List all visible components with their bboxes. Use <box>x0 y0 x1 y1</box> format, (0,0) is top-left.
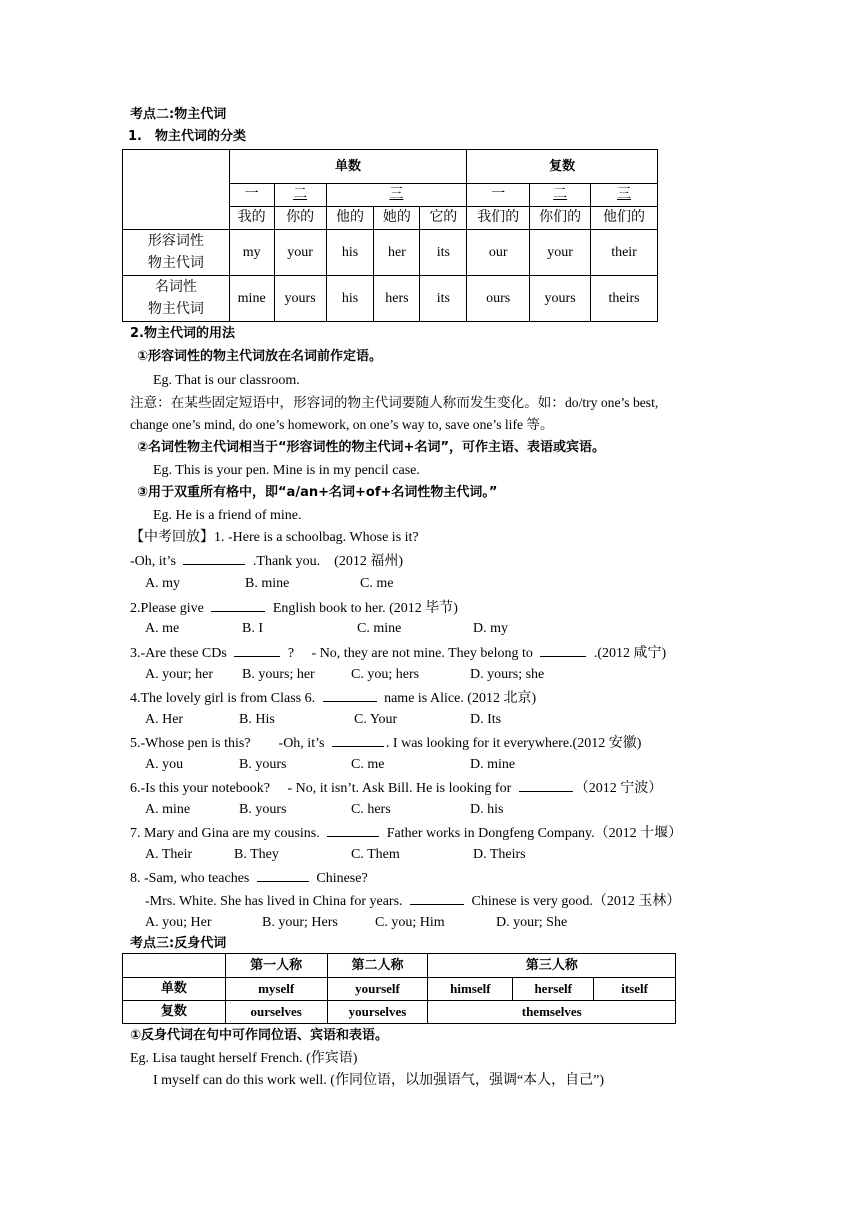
answer-blank[interactable] <box>211 597 265 612</box>
rule-text: ①反身代词在句中可作同位语、宾语和表语。 <box>130 1028 389 1043</box>
table-cell: myself <box>225 978 327 1001</box>
option: C. Them <box>351 847 400 862</box>
option: C. Your <box>354 712 398 727</box>
option: D. Theirs <box>473 847 526 862</box>
person-cell: 二 <box>274 184 326 207</box>
example-text: Eg. That is our classroom. <box>153 373 300 388</box>
table-cell: yourselves <box>327 1001 428 1024</box>
option: C. mine <box>357 621 402 636</box>
answer-blank[interactable] <box>540 642 586 657</box>
option: A. you; Her <box>145 915 212 930</box>
option: C. me <box>351 757 385 772</box>
table-cell: his <box>326 276 374 322</box>
table-cell: your <box>530 230 591 276</box>
table-cell: hers <box>374 276 420 322</box>
option: B. yours <box>239 802 287 817</box>
person-cell: 二 <box>530 184 591 207</box>
question-7: 7. Mary and Gina are my cousins. Father works in Dongfeng Company.（2012 十堰） <box>130 822 682 844</box>
table-cell: her <box>374 230 420 276</box>
note-text: 注意：在某些固定短语中，形容词的物主代词要随人称而发生变化。如：do/try one’s best, <box>130 395 659 410</box>
answer-blank[interactable] <box>234 642 280 657</box>
table-cell: theirs <box>591 276 658 322</box>
question-8-line2: -Mrs. White. She has lived in China for years. Chinese is very good.（2012 玉林） <box>145 890 680 912</box>
option: B. His <box>239 712 275 727</box>
question-2: 2.Please give English book to her. (2012 毕节) <box>130 597 458 619</box>
row-label: 名词性 物主代词 <box>123 276 230 322</box>
example-text: I myself can do this work well. (作同位语，以加强语气，强调“本人，自己”) <box>153 1073 605 1088</box>
table-cell: its <box>420 276 467 322</box>
table-cell: himself <box>428 978 513 1001</box>
option: A. Her <box>145 712 184 727</box>
option: D. mine <box>470 757 516 772</box>
example-text: Eg. Lisa taught herself French. (作宾语) <box>130 1051 358 1066</box>
section-title: 考点二:物主代词 <box>130 107 227 122</box>
header-third-person: 第三人称 <box>428 954 676 978</box>
subsection-title: 2.物主代词的用法 <box>130 326 235 341</box>
header-plural: 复数 <box>467 150 658 184</box>
meaning-cell: 我们的 <box>467 207 530 230</box>
table-cell: ourselves <box>225 1001 327 1024</box>
option: D. yours; she <box>470 667 545 682</box>
person-cell: 一 <box>467 184 530 207</box>
table-cell: themselves <box>428 1001 676 1024</box>
table-corner <box>123 954 226 978</box>
question-1: 【中考回放】1. -Here is a schoolbag. Whose is it? <box>130 530 419 545</box>
answer-blank[interactable] <box>519 777 573 792</box>
table-cell: mine <box>229 276 274 322</box>
possessive-pronoun-table <box>122 149 658 322</box>
note-text: change one’s mind, do one’s homework, on one’s way to, save one’s life 等。 <box>130 417 554 432</box>
question-8: 8. -Sam, who teaches Chinese? <box>130 867 368 889</box>
answer-blank[interactable] <box>332 732 384 747</box>
reflexive-pronoun-table <box>122 953 676 1024</box>
option: B. They <box>234 847 279 862</box>
option: B. I <box>242 621 263 636</box>
person-cell: 三 <box>591 184 658 207</box>
header-singular: 单数 <box>229 150 467 184</box>
option: B. your; Hers <box>262 915 338 930</box>
table-cell: his <box>326 230 374 276</box>
question-6: 6.-Is this your notebook? - No, it isn’t. Ask Bill. He is looking for （2012 宁波） <box>130 777 662 799</box>
table-corner <box>123 150 230 230</box>
meaning-cell: 他们的 <box>591 207 658 230</box>
option: C. me <box>360 576 394 591</box>
option: A. mine <box>145 802 191 817</box>
header-first-person: 第一人称 <box>225 954 327 978</box>
table-cell: yourself <box>327 978 428 1001</box>
rule-text: ②名词性物主代词相当于“形容词性的物主代词+名词”，可作主语、表语或宾语。 <box>137 440 605 455</box>
table-cell: yours <box>530 276 591 322</box>
table-cell: itself <box>594 978 676 1001</box>
option: A. your; her <box>145 667 214 682</box>
example-text: Eg. He is a friend of mine. <box>153 508 302 523</box>
option: C. you; Him <box>375 915 445 930</box>
question-1-line2: -Oh, it’s .Thank you. (2012 福州) <box>130 550 403 572</box>
row-label: 形容词性 物主代词 <box>123 230 230 276</box>
answer-blank[interactable] <box>410 890 464 905</box>
option: A. Their <box>145 847 193 862</box>
option: B. mine <box>245 576 290 591</box>
answer-blank[interactable] <box>183 550 245 565</box>
answer-blank[interactable] <box>323 687 377 702</box>
option: D. my <box>473 621 508 636</box>
meaning-cell: 我的 <box>229 207 274 230</box>
rule-text: ③用于双重所有格中，即“a/an+名词+of+名词性物主代词。” <box>137 485 498 500</box>
example-text: Eg. This is your pen. Mine is in my pencil case. <box>153 463 420 478</box>
question-3: 3.-Are these CDs ? - No, they are not mine. They belong to .(2012 咸宁) <box>130 642 666 664</box>
subsection-title: 1. 物主代词的分类 <box>128 129 246 144</box>
table-cell: its <box>420 230 467 276</box>
option: B. yours <box>239 757 287 772</box>
person-cell: 一 <box>229 184 274 207</box>
answer-blank[interactable] <box>327 822 379 837</box>
question-4: 4.The lovely girl is from Class 6. name is Alice. (2012 北京) <box>130 687 536 709</box>
table-cell: their <box>591 230 658 276</box>
meaning-cell: 你的 <box>274 207 326 230</box>
option: A. my <box>145 576 180 591</box>
meaning-cell: 它的 <box>420 207 467 230</box>
option: B. yours; her <box>242 667 315 682</box>
meaning-cell: 她的 <box>374 207 420 230</box>
option: C. hers <box>351 802 391 817</box>
table-cell: our <box>467 230 530 276</box>
meaning-cell: 他的 <box>326 207 374 230</box>
option: C. you; hers <box>351 667 420 682</box>
rule-text: ①形容词性的物主代词放在名词前作定语。 <box>137 349 383 364</box>
option: D. his <box>470 802 504 817</box>
row-label: 复数 <box>123 1001 226 1024</box>
person-cell: 三 <box>326 184 467 207</box>
table-cell: yours <box>274 276 326 322</box>
table-cell: my <box>229 230 274 276</box>
answer-blank[interactable] <box>257 867 309 882</box>
question-5: 5.-Whose pen is this? -Oh, it’s . I was looking for it everywhere.(2012 安徽) <box>130 732 641 754</box>
table-cell: ours <box>467 276 530 322</box>
option: D. Its <box>470 712 502 727</box>
table-cell: your <box>274 230 326 276</box>
row-label: 单数 <box>123 978 226 1001</box>
meaning-cell: 你们的 <box>530 207 591 230</box>
header-second-person: 第二人称 <box>327 954 428 978</box>
table-cell: herself <box>513 978 594 1001</box>
section-title: 考点三:反身代词 <box>130 936 227 951</box>
option: D. your; She <box>496 915 568 930</box>
option: A. you <box>145 757 184 772</box>
option: A. me <box>145 621 180 636</box>
